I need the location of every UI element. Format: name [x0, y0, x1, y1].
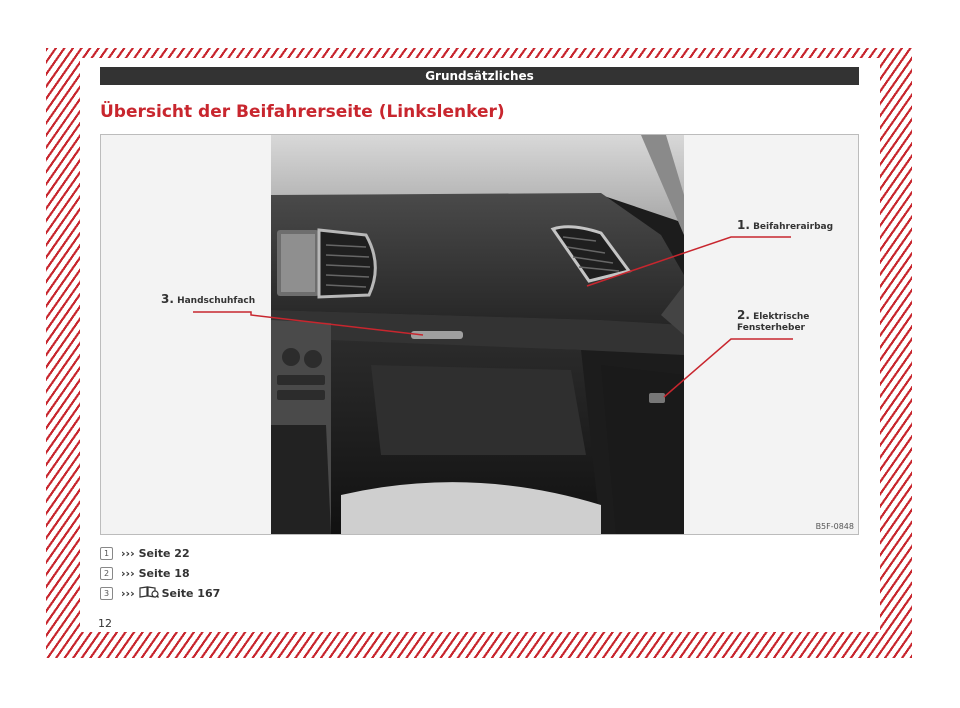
note-3	[100, 586, 220, 600]
note-link-2[interactable]: Seite 18	[138, 566, 190, 580]
figure-code: B5F-0848	[815, 522, 854, 531]
callout-text-2b: Fensterheber	[737, 323, 805, 333]
callout-number-2: 2.	[737, 308, 750, 322]
callout-line-1	[587, 237, 791, 286]
chevron-icon: ›››	[121, 546, 135, 560]
note-index-2: 2	[100, 567, 113, 580]
callout-text-1: Beifahrerairbag	[753, 222, 834, 232]
note-index-3: 3	[100, 587, 113, 600]
note-index-1: 1	[100, 547, 113, 560]
callout-text-2a: Elektrische	[753, 312, 810, 322]
callout-line-2	[664, 339, 793, 397]
callout-label-3	[161, 294, 255, 307]
callout-lines	[101, 135, 860, 536]
note-2	[100, 566, 190, 580]
callout-text-3: Handschuhfach	[177, 296, 256, 306]
callout-number-3: 3.	[161, 292, 174, 306]
dashboard-figure	[100, 134, 859, 535]
book-wrench-icon	[139, 586, 159, 601]
chevron-icon: ›››	[121, 566, 135, 580]
callout-label-1	[737, 220, 833, 233]
page-title: Übersicht der Beifahrerseite (Linkslenker)	[100, 102, 505, 122]
note-link-1[interactable]: Seite 22	[138, 546, 190, 560]
chevron-icon: ›››	[121, 586, 135, 600]
section-header: Grundsätzliches	[100, 67, 859, 85]
callout-label-2	[737, 310, 809, 334]
page-number: 12	[98, 617, 112, 630]
callout-number-1: 1.	[737, 218, 750, 232]
callout-line-3	[193, 312, 423, 335]
note-1	[100, 546, 190, 560]
note-link-3[interactable]: Seite 167	[161, 586, 221, 600]
